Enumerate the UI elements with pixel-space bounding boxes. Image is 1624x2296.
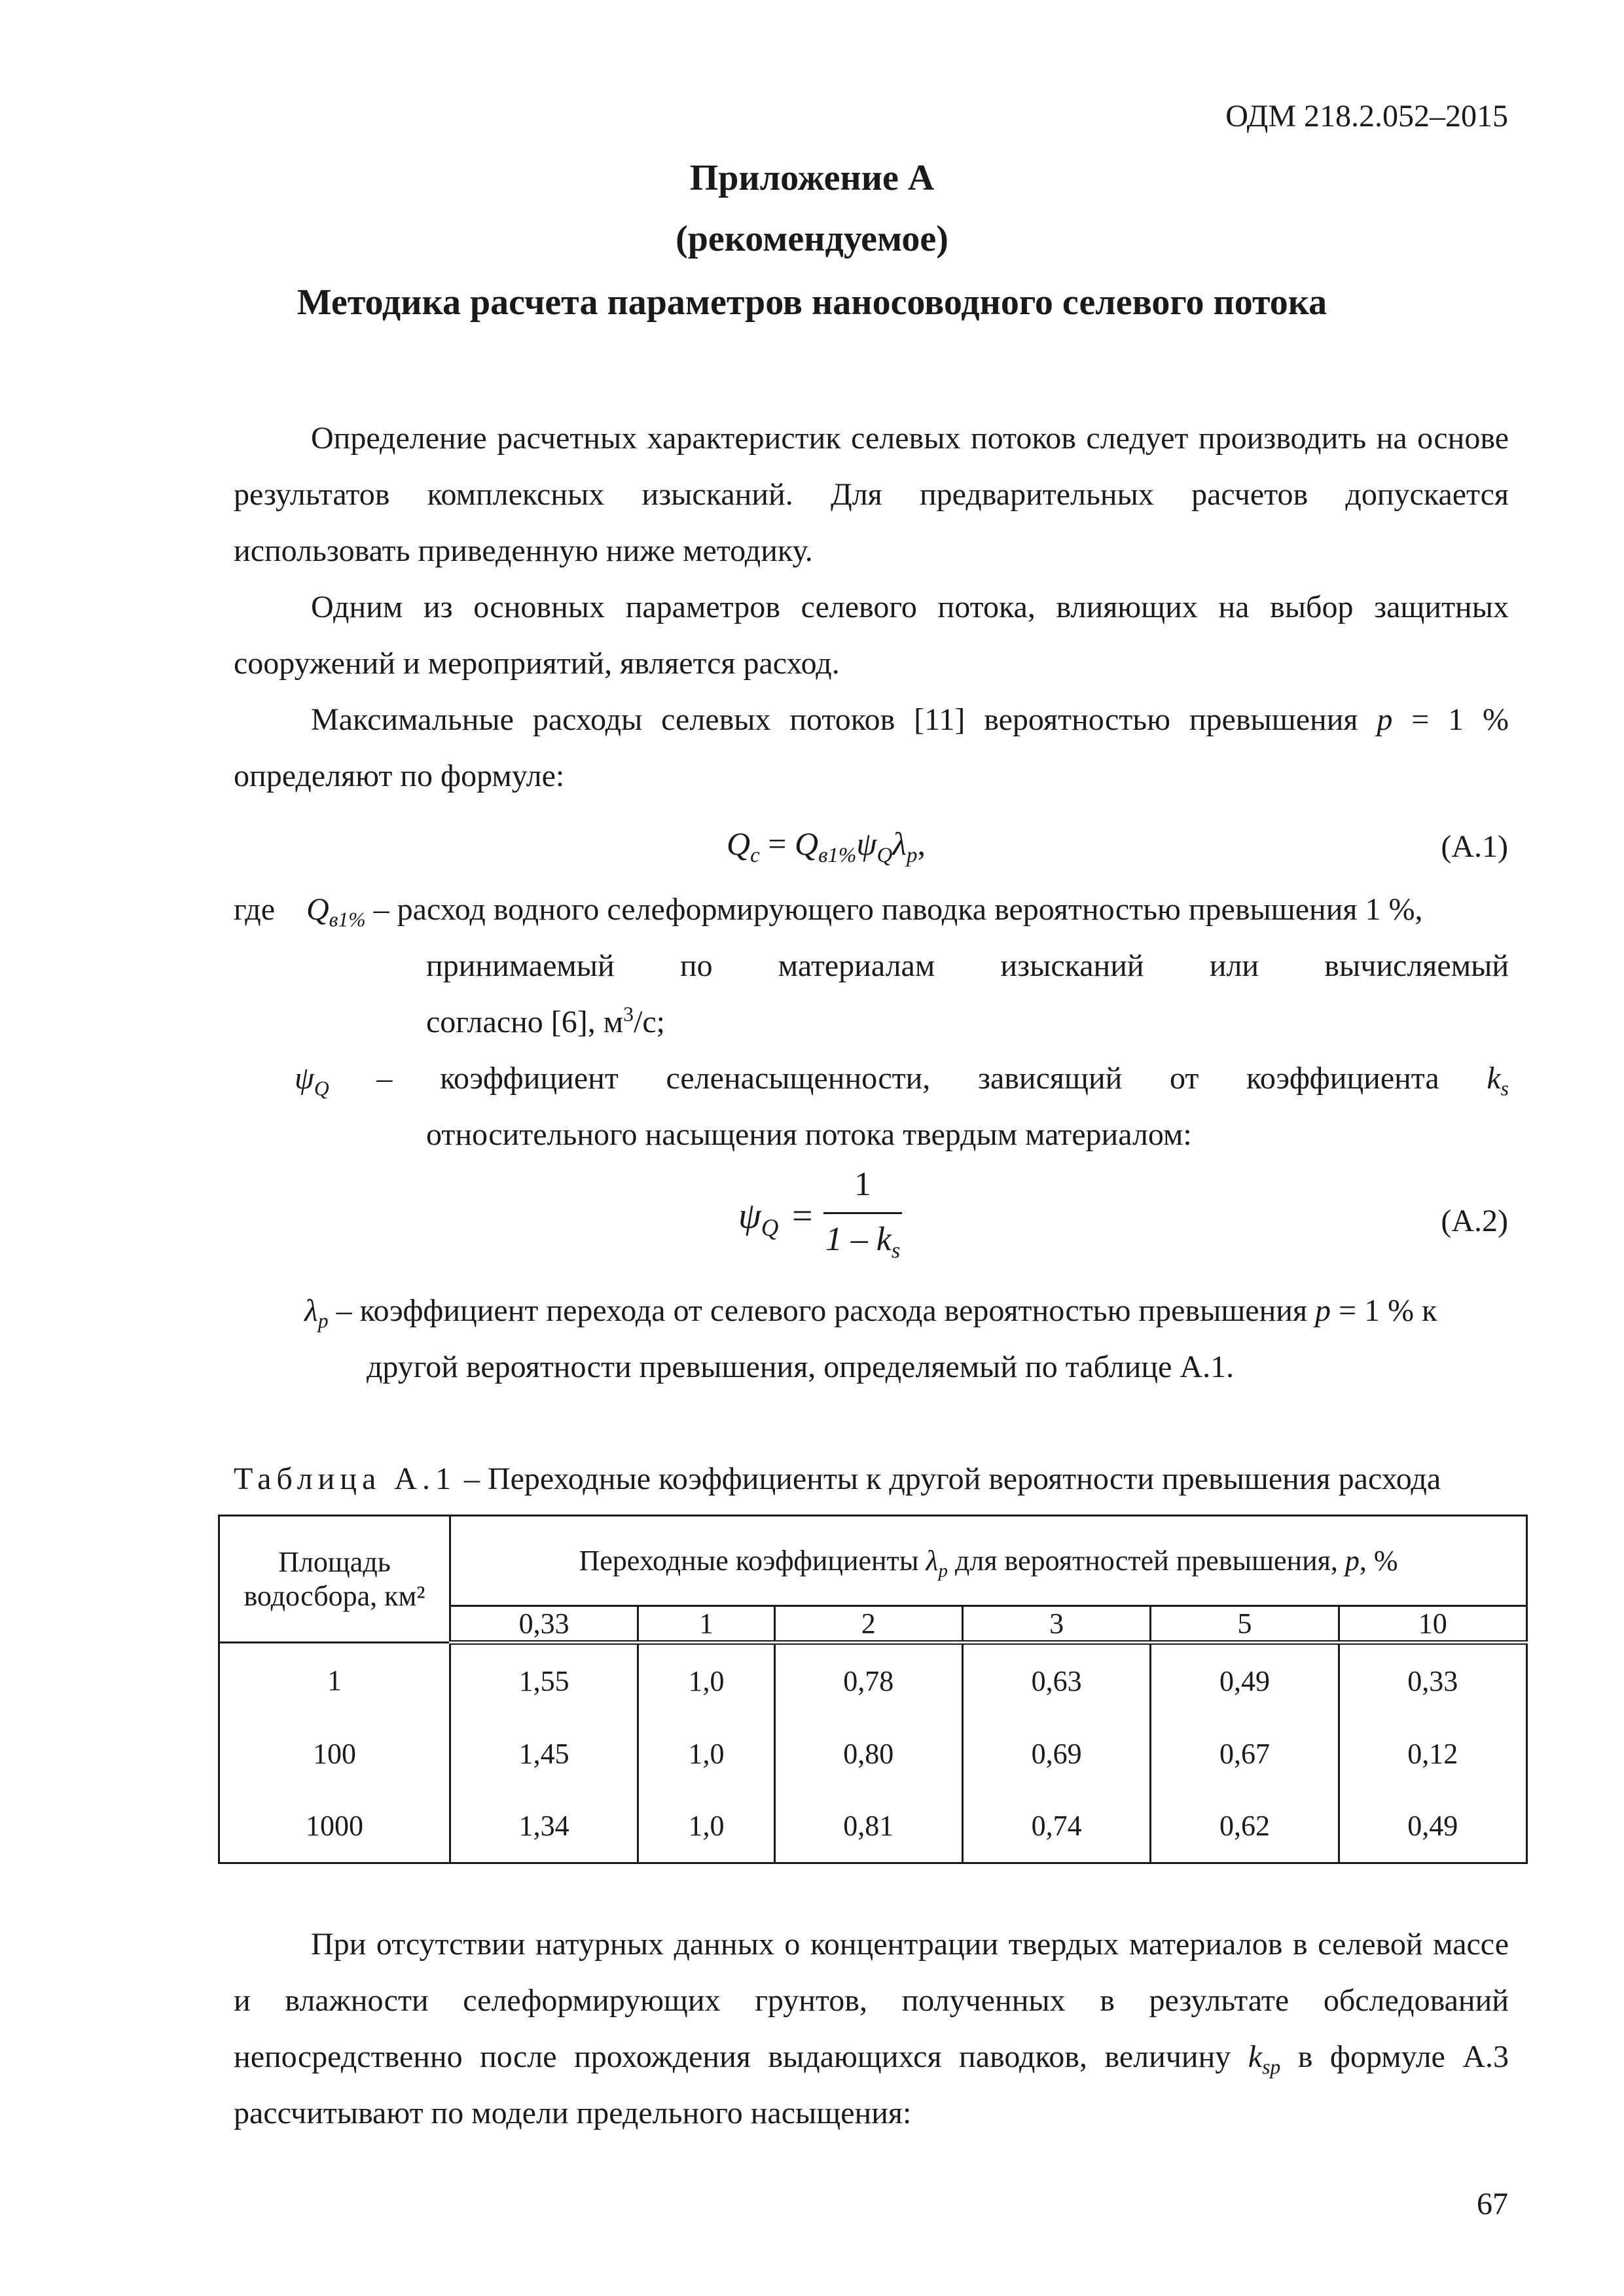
value-cell: 1,34 (450, 1789, 638, 1863)
value-cell: 0,62 (1151, 1789, 1339, 1863)
table-header-group-tail: для вероятностей превышения, (947, 1545, 1345, 1577)
probability-cell: 2 (774, 1606, 962, 1643)
definition-q-symbol-sub: в1% (329, 908, 366, 931)
definition-psi-line1 (295, 1060, 1509, 1100)
formula-a2-lhs (738, 1195, 779, 1242)
formula-a1-q-sub: в1% (818, 844, 857, 867)
formula-a1-psi: ψ (856, 825, 877, 862)
paragraph-2: Одним из основных параметров селевого потока, влияющих на выбор защитных сооружений и мероприятий, является расход. (234, 590, 1509, 681)
probability-cell: 0,33 (450, 1606, 638, 1643)
formula-a1-lhs-sub: c (750, 844, 760, 867)
formula-a2-fraction-bar (823, 1212, 902, 1214)
definition-psi-var: k (1487, 1061, 1501, 1096)
formula-a1-lhs: Q (727, 825, 751, 862)
formula-a1-lambda-sub: p (906, 844, 918, 867)
value-cell: 1,0 (638, 1789, 774, 1863)
table-header-group (450, 1516, 1527, 1606)
value-cell: 0,49 (1339, 1789, 1526, 1863)
formula-a1-psi-sub: Q (876, 844, 893, 867)
definition-q-text3-sup: 3 (623, 1003, 634, 1026)
formula-a1-tail: , (917, 825, 926, 862)
table-caption-text: – Переходные коэффициенты к другой вероятности превышения расхода (456, 1462, 1441, 1496)
paragraph-after-table-tail: в формуле А.3 рассчитывают по модели предельного насыщения: (234, 2039, 1509, 2130)
table-header-area: Площадь водосбора, км² (219, 1516, 450, 1643)
area-cell: 100 (219, 1717, 450, 1790)
formula-a1-lambda: λ (892, 825, 907, 862)
value-cell: 0,33 (1339, 1643, 1526, 1717)
definition-psi-var-sub: s (1500, 1077, 1509, 1100)
area-cell: 1000 (219, 1789, 450, 1863)
paragraph-3-value: = 1 % определяют по формуле: (234, 702, 1509, 793)
value-cell: 0,80 (774, 1717, 962, 1790)
table-caption (234, 1461, 1441, 1497)
formula-a1-equals: = (759, 825, 795, 862)
value-cell: 0,69 (962, 1717, 1150, 1790)
paragraph-after-table-var-sub: sp (1262, 2055, 1281, 2079)
paragraph-3 (234, 692, 1509, 804)
table-header-group-text: Переходные коэффициенты (579, 1545, 926, 1577)
paragraph-after-table-var: k (1248, 2039, 1263, 2074)
paragraph-after-table-text: При отсутствии натурных данных о концентрации твердых материалов в селевой массе и влажности селеформирующих грунтов, полученных в результате обследований непосредственно после прохождения выдающихся паводков, величину (234, 1927, 1509, 2074)
definition-q-symbol: Q (306, 892, 329, 927)
formula-a2-numerator: 1 (854, 1166, 871, 1203)
value-cell: 1,45 (450, 1717, 638, 1790)
document-code: ОДМ 218.2.052–2015 (1225, 99, 1508, 134)
definition-psi-line2: относительного насыщения потока твердым материалом: (426, 1117, 1192, 1152)
appendix-status: (рекомендуемое) (676, 219, 948, 259)
value-cell: 1,0 (638, 1717, 774, 1790)
formula-a2-denominator-sub: s (891, 1238, 901, 1263)
table-caption-label: Таблица А.1 (234, 1462, 456, 1496)
value-cell: 0,78 (774, 1643, 962, 1717)
definition-lambda-text1: – коэффициент перехода от селевого расхода вероятностью превышения (328, 1293, 1308, 1328)
value-cell: 0,67 (1151, 1717, 1339, 1790)
paragraph-1: Определение расчетных характеристик селевых потоков следует производить на основе результатов комплексных изысканий. Для предварительных расчетов допускается использовать приведенную ниже методику. (234, 421, 1509, 568)
value-cell: 0,12 (1339, 1717, 1526, 1790)
probability-cell: 5 (1151, 1606, 1339, 1643)
formula-a1-number: (А.1) (1441, 829, 1508, 864)
formula-a1 (727, 825, 926, 867)
definition-q-text3-tail: /с; (634, 1005, 665, 1039)
table-header-group-unit: , % (1359, 1545, 1398, 1577)
definition-q-line1 (306, 891, 1509, 931)
formula-a2-fraction (823, 1165, 902, 1270)
table-header-row (219, 1516, 1527, 1606)
value-cell: 0,74 (962, 1789, 1150, 1863)
definition-lambda-symbol: λ (304, 1293, 318, 1328)
formula-a2-equals: = (792, 1196, 813, 1236)
table-row (219, 1643, 1527, 1717)
area-cell: 1 (219, 1643, 450, 1717)
definition-lambda-tail: = 1 % к (1331, 1293, 1437, 1328)
paragraph-3-variable: p (1377, 702, 1393, 737)
table-header-group-var: p (1344, 1545, 1360, 1577)
definition-q-line3 (426, 1004, 665, 1040)
definition-psi-symbol: ψ (295, 1061, 314, 1096)
definition-q-text3: согласно [6], м (426, 1005, 624, 1039)
definition-lambda-symbol-sub: p (317, 1309, 329, 1333)
formula-a2-denominator-text: 1 – k (825, 1221, 892, 1258)
transition-coefficients-table (218, 1515, 1528, 1864)
paragraph-after-table (234, 1916, 1509, 2142)
table-row (219, 1717, 1527, 1790)
definition-lambda-var: p (1315, 1293, 1331, 1328)
formula-a2-number: (А.2) (1441, 1204, 1508, 1238)
definition-lambda-line1 (304, 1293, 1509, 1333)
value-cell: 0,49 (1151, 1643, 1339, 1717)
definition-lambda-line2: другой вероятности превышения, определяемый по таблице А.1. (367, 1350, 1235, 1384)
definition-q-line2: принимаемый по материалам изысканий или вычисляемый (426, 948, 1509, 983)
appendix-heading: Приложение А (689, 158, 935, 198)
formula-a2-denominator (823, 1220, 902, 1263)
probability-cell: 1 (638, 1606, 774, 1643)
probability-cell: 3 (962, 1606, 1150, 1643)
value-cell: 0,63 (962, 1643, 1150, 1717)
formula-a2-psi-sub: Q (761, 1214, 779, 1242)
where-label: где (234, 892, 276, 927)
page-number: 67 (1477, 2187, 1508, 2221)
definition-psi-text1: – коэффициент селенасыщенности, зависящий от коэффициента (329, 1061, 1439, 1096)
formula-a1-q: Q (794, 825, 819, 862)
paragraph-3-text: Максимальные расходы селевых потоков [11] вероятностью превышения (311, 702, 1358, 737)
definition-psi-symbol-sub: Q (314, 1077, 329, 1100)
table-row (219, 1789, 1527, 1863)
formula-a2-psi: ψ (738, 1196, 761, 1236)
value-cell: 1,0 (638, 1643, 774, 1717)
table-header-group-symbol: λ (926, 1545, 939, 1577)
table-header-group-symbol-sub: p (938, 1560, 948, 1581)
probability-cell: 10 (1339, 1606, 1526, 1643)
value-cell: 0,81 (774, 1789, 962, 1863)
value-cell: 1,55 (450, 1643, 638, 1717)
definition-q-text1: – расход водного селеформирующего паводка вероятностью превышения 1 %, (365, 892, 1423, 927)
appendix-title: Методика расчета параметров наносоводного селевого потока (297, 282, 1327, 323)
